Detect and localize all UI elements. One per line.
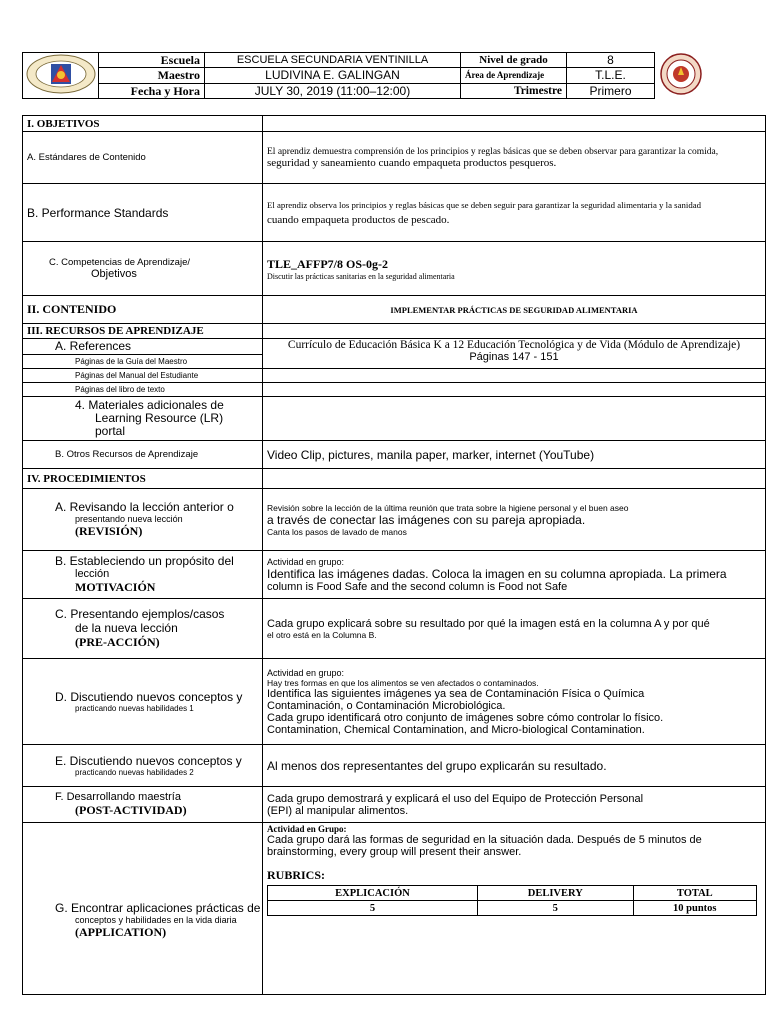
- post-actividad-label: [23, 787, 263, 823]
- nivel-value: 8: [567, 53, 655, 68]
- estandares-value: [263, 132, 766, 184]
- rubrics-header-row: [268, 886, 757, 901]
- motivacion-r2: Identifica las imágenes dadas. Coloca la imagen en su columna apropiada. La primera: [267, 566, 727, 581]
- table-row: [23, 489, 766, 551]
- discutiendo2-l2: practicando nuevas habilidades 2: [75, 768, 194, 777]
- application-l2: conceptos y habilidades en la vida diaria: [75, 915, 237, 925]
- table-row: [23, 242, 766, 296]
- motivacion-l1: B. Estableciendo un propósito del: [55, 554, 234, 568]
- trimestre-label: Trimestre: [461, 83, 567, 98]
- performance-line1: El aprendiz observa los principios y reglas básicas que se deben seguir para garantizar la seguridad alimentaria y la sanidad: [267, 199, 702, 210]
- fecha-value: JULY 30, 2019 (11:00–12:00): [205, 83, 461, 98]
- rubrics-table: [267, 885, 757, 916]
- motivacion-r3: column is Food Safe and the second column is Food not Safe: [267, 580, 568, 593]
- escuela-value: ESCUELA SECUNDARIA VENTINILLA: [205, 53, 461, 68]
- revision-l3: (REVISIÓN): [75, 524, 143, 538]
- post-actividad-l2: (POST-ACTIVIDAD): [75, 803, 187, 817]
- nivel-label: Nivel de grado: [461, 53, 567, 68]
- competencias-value: [263, 242, 766, 296]
- application-l3: (APPLICATION): [75, 925, 167, 939]
- header-table: [22, 52, 737, 99]
- revision-label: [23, 489, 263, 551]
- pre-accion-l3: (PRE-ACCIÓN): [75, 635, 160, 649]
- section-row-objetivos: [23, 116, 766, 132]
- rubrics-label: RUBRICS:: [267, 868, 326, 882]
- estandares-line1: El aprendiz demuestra comprensión de los principios y reglas básicas que se deben observar para garantizar la comida,: [267, 146, 719, 157]
- rubrics-value-row: [268, 901, 757, 916]
- table-row: [23, 132, 766, 184]
- materiales-label: [23, 397, 263, 441]
- left-logo-cell: [23, 53, 99, 99]
- discutiendo1-value: [263, 659, 766, 745]
- section-title-procedimientos: IV. PROCEDIMIENTOS: [23, 469, 263, 489]
- estandares-label: A. Estándares de Contenido: [23, 132, 263, 184]
- materiales-line2: Learning Resource (LR): [95, 411, 224, 425]
- performance-line2: cuando empaqueta productos de pescado.: [267, 213, 450, 226]
- section-row-recursos: [23, 324, 766, 339]
- trimestre-value: Primero: [567, 83, 655, 98]
- guia-label: Páginas de la Guía del Maestro: [23, 355, 263, 369]
- rubric-header: TOTAL: [633, 886, 756, 901]
- competencias-label: [23, 242, 263, 296]
- contenido-value: IMPLEMENTAR PRÁCTICAS DE SEGURIDAD ALIMENTARIA: [263, 296, 766, 324]
- deped-seal-icon: [25, 54, 97, 94]
- motivacion-l3: MOTIVACIÓN: [75, 580, 156, 594]
- section-title-objetivos: I. OBJETIVOS: [23, 116, 263, 132]
- application-r1: Actividad en Grupo:: [267, 824, 347, 834]
- table-row: [23, 599, 766, 659]
- maestro-label: Maestro: [99, 68, 205, 83]
- school-seal-icon: [659, 53, 703, 95]
- discutiendo1-label: [23, 659, 263, 745]
- post-actividad-r1: Cada grupo demostrará y explicará el uso del Equipo de Protección Personal: [267, 792, 644, 805]
- discutiendo1-r6: Contamination, Chemical Contamination, and Micro-biological Contamination.: [267, 723, 645, 736]
- rubric-value: 5: [268, 901, 478, 916]
- table-row: [23, 339, 766, 355]
- table-row: [23, 551, 766, 599]
- pre-accion-r1: Cada grupo explicará sobre su resultado por qué la imagen está en la columna A y por qué: [267, 617, 710, 630]
- area-value: T.L.E.: [567, 68, 655, 83]
- rubric-value: 5: [478, 901, 634, 916]
- competencias-label-line1: C. Competencias de Aprendizaje/: [49, 257, 190, 268]
- table-row: [23, 787, 766, 823]
- pre-accion-label: [23, 599, 263, 659]
- empty-cell: [263, 324, 766, 339]
- references-value: [263, 339, 766, 369]
- fecha-label: Fecha y Hora: [99, 83, 205, 98]
- section-row-procedimientos: [23, 469, 766, 489]
- motivacion-l2: lección: [75, 568, 110, 580]
- rubric-value: 10 puntos: [633, 901, 756, 916]
- pre-accion-l2: de la nueva lección: [75, 621, 178, 635]
- rubric-header: DELIVERY: [478, 886, 634, 901]
- post-actividad-r2: (EPI) al manipular alimentos.: [267, 804, 409, 817]
- performance-label: B. Performance Standards: [23, 184, 263, 242]
- escuela-label: Escuela: [99, 53, 205, 68]
- materiales-line3: portal: [95, 424, 126, 438]
- right-logo-cell: [655, 53, 738, 99]
- discutiendo1-r4: Contaminación, o Contaminación Microbiológica.: [267, 699, 506, 712]
- section-row-contenido: [23, 296, 766, 324]
- revision-value: [263, 489, 766, 551]
- application-label: [23, 823, 263, 995]
- estandares-line2: seguridad y saneamiento cuando empaqueta productos pesqueros.: [267, 156, 557, 169]
- discutiendo1-r2: Hay tres formas en que los alimentos se ven afectados o contaminados.: [267, 677, 539, 688]
- application-l1: G. Encontrar aplicaciones prácticas de: [55, 901, 261, 915]
- application-value: [263, 823, 766, 995]
- discutiendo2-l1: E. Discutiendo nuevos conceptos y: [55, 754, 242, 768]
- table-row: [23, 383, 766, 397]
- otros-recursos-label: B. Otros Recursos de Aprendizaje: [23, 441, 263, 469]
- table-row: [23, 184, 766, 242]
- table-row: [23, 659, 766, 745]
- competencia-desc: Discutir las prácticas sanitarias en la seguridad alimentaria: [267, 271, 455, 281]
- materiales-line1: 4. Materiales adicionales de: [75, 398, 224, 412]
- lesson-plan-table: [22, 115, 766, 995]
- revision-r2: a través de conectar las imágenes con su pareja apropiada.: [267, 512, 586, 527]
- revision-l2: presentando nueva lección: [75, 514, 183, 524]
- table-row: [23, 369, 766, 383]
- post-actividad-value: [263, 787, 766, 823]
- empty-cell: [263, 383, 766, 397]
- table-row: [23, 745, 766, 787]
- discutiendo2-label: [23, 745, 263, 787]
- discutiendo2-value: Al menos dos representantes del grupo explicarán su resultado.: [263, 745, 766, 787]
- post-actividad-l1: F. Desarrollando maestría: [55, 791, 181, 803]
- table-row: [23, 823, 766, 995]
- discutiendo1-r1: Actividad en grupo:: [267, 667, 345, 678]
- table-row: [23, 441, 766, 469]
- performance-value: [263, 184, 766, 242]
- revision-l1: A. Revisando la lección anterior o: [55, 500, 234, 514]
- rubric-header: EXPLICACIÓN: [268, 886, 478, 901]
- motivacion-r1: Actividad en grupo:: [267, 556, 345, 567]
- competencias-label-line2: Objetivos: [91, 268, 137, 280]
- empty-cell: [263, 469, 766, 489]
- empty-cell: [263, 369, 766, 383]
- section-title-recursos: III. RECURSOS DE APRENDIZAJE: [23, 324, 263, 339]
- pre-accion-l1: C. Presentando ejemplos/casos: [55, 607, 225, 621]
- motivacion-label: [23, 551, 263, 599]
- references-line2: Páginas 147 - 151: [469, 351, 559, 363]
- revision-r1: Revisión sobre la lección de la última reunión que trata sobre la higiene personal y el buen aseo: [267, 502, 629, 513]
- manual-label: Páginas del Manual del Estudiante: [23, 369, 263, 383]
- empty-cell: [263, 397, 766, 441]
- discutiendo1-l1: D. Discutiendo nuevos conceptos y: [55, 690, 243, 704]
- pre-accion-value: [263, 599, 766, 659]
- pre-accion-r2: el otro está en la Columna B.: [267, 629, 377, 640]
- motivacion-value: [263, 551, 766, 599]
- area-label: Área de Aprendizaje: [461, 68, 567, 83]
- discutiendo1-r3: Identifica las siguientes imágenes ya sea de Contaminación Física o Química: [267, 687, 645, 700]
- section-title-contenido: II. CONTENIDO: [23, 296, 263, 324]
- empty-cell: [263, 116, 766, 132]
- otros-recursos-value: Video Clip, pictures, manila paper, marker, internet (YouTube): [263, 441, 766, 469]
- references-line1: Currículo de Educación Básica K a 12 Educación Tecnológica y de Vida (Módulo de Aprendizaje): [287, 339, 741, 351]
- competencia-code: TLE_AFFP7/8 OS-0g-2: [267, 256, 389, 271]
- table-row: [23, 397, 766, 441]
- maestro-value: LUDIVINA E. GALINGAN: [205, 68, 461, 83]
- discutiendo1-l2: practicando nuevas habilidades 1: [75, 704, 194, 713]
- references-label: A. References: [23, 339, 263, 355]
- discutiendo1-r5: Cada grupo identificará otro conjunto de imágenes sobre cómo controlar lo físico.: [267, 711, 664, 724]
- application-r3: brainstorming, every group will present their answer.: [267, 846, 522, 858]
- revision-r3: Canta los pasos de lavado de manos: [267, 526, 407, 537]
- application-r2: Cada grupo dará las formas de seguridad en la situación dada. Después de 5 minutos de: [267, 834, 702, 846]
- libro-label: Páginas del libro de texto: [23, 383, 263, 397]
